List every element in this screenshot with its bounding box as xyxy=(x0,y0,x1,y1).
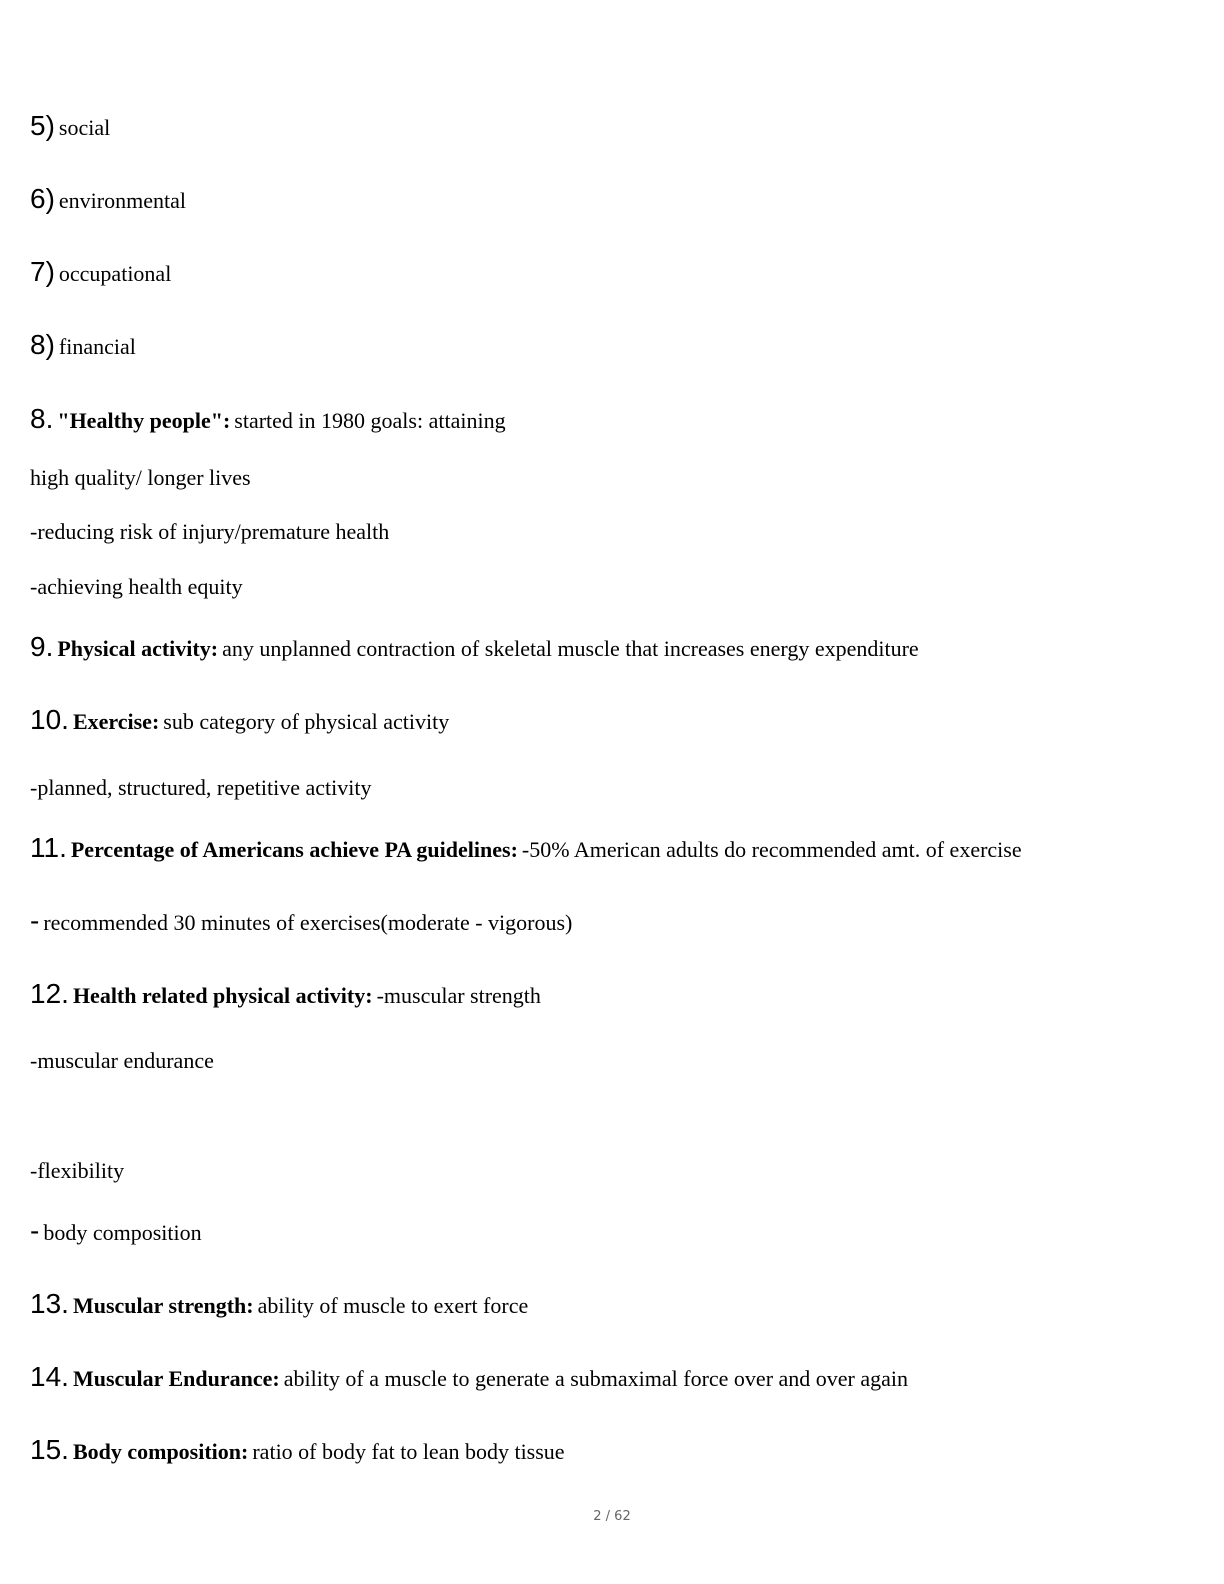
term-label: Health related physical activity: xyxy=(72,983,373,1008)
term-health-related xyxy=(30,980,541,1008)
term-label: Physical activity: xyxy=(57,636,219,661)
item-number: 5) xyxy=(30,110,55,141)
term-definition: any unplanned contraction of skeletal muscle that increases energy expenditure xyxy=(222,636,919,661)
definition-line: -achieving health equity xyxy=(30,574,243,599)
definition-line: -muscular endurance xyxy=(30,1048,214,1073)
term-muscular-endurance xyxy=(30,1363,908,1391)
term-label: Body composition: xyxy=(72,1439,249,1464)
item-text: environmental xyxy=(58,188,186,213)
term-label: "Healthy people": xyxy=(57,408,231,433)
term-number: 13. xyxy=(30,1288,69,1319)
term-definition: ability of muscle to exert force xyxy=(257,1293,529,1318)
item-text: financial xyxy=(58,334,136,359)
term-healthy-people xyxy=(30,405,506,433)
term-exercise xyxy=(30,706,449,734)
term-definition: ability of a muscle to generate a submaximal force over and over again xyxy=(283,1366,909,1391)
list-item xyxy=(30,112,110,140)
term-number: 8. xyxy=(30,403,54,434)
term-definition: -muscular strength xyxy=(376,983,541,1008)
item-text: occupational xyxy=(58,261,172,286)
list-item xyxy=(30,185,186,213)
definition-line: -planned, structured, repetitive activity xyxy=(30,775,372,800)
term-physical-activity xyxy=(30,633,919,661)
term-label: Percentage of Americans achieve PA guidelines: xyxy=(70,837,518,862)
item-number: 7) xyxy=(30,256,55,287)
definition-line: -flexibility xyxy=(30,1158,125,1183)
term-muscular-strength xyxy=(30,1290,528,1318)
term-number: 9. xyxy=(30,631,54,662)
definition-line: high quality/ longer lives xyxy=(30,465,251,490)
term-body-composition xyxy=(30,1436,565,1464)
term-number: 12. xyxy=(30,978,69,1009)
dash-bullet: - xyxy=(30,1215,40,1246)
term-pa-guidelines xyxy=(30,834,1022,862)
dash-bullet: - xyxy=(30,905,40,936)
term-definition: ratio of body fat to lean body tissue xyxy=(252,1439,565,1464)
term-number: 10. xyxy=(30,704,69,735)
definition-text: recommended 30 minutes of exercises(moderate - vigorous) xyxy=(43,910,573,935)
page-number: 2 / 62 xyxy=(593,1509,631,1524)
list-item xyxy=(30,331,136,359)
term-number: 14. xyxy=(30,1361,69,1392)
definition-line xyxy=(30,1217,202,1245)
term-label: Muscular strength: xyxy=(72,1293,254,1318)
term-definition: started in 1980 goals: attaining xyxy=(234,408,506,433)
definition-text: body composition xyxy=(43,1220,202,1245)
definition-line: -reducing risk of injury/premature health xyxy=(30,519,390,544)
term-label: Muscular Endurance: xyxy=(72,1366,280,1391)
list-item xyxy=(30,258,171,286)
definition-line xyxy=(30,907,572,935)
item-text: social xyxy=(58,115,111,140)
term-number: 15. xyxy=(30,1434,69,1465)
term-definition: -50% American adults do recommended amt. of exercise xyxy=(521,837,1022,862)
item-number: 8) xyxy=(30,329,55,360)
term-number: 11. xyxy=(30,832,67,863)
term-label: Exercise: xyxy=(72,709,160,734)
item-number: 6) xyxy=(30,183,55,214)
term-definition: sub category of physical activity xyxy=(163,709,450,734)
